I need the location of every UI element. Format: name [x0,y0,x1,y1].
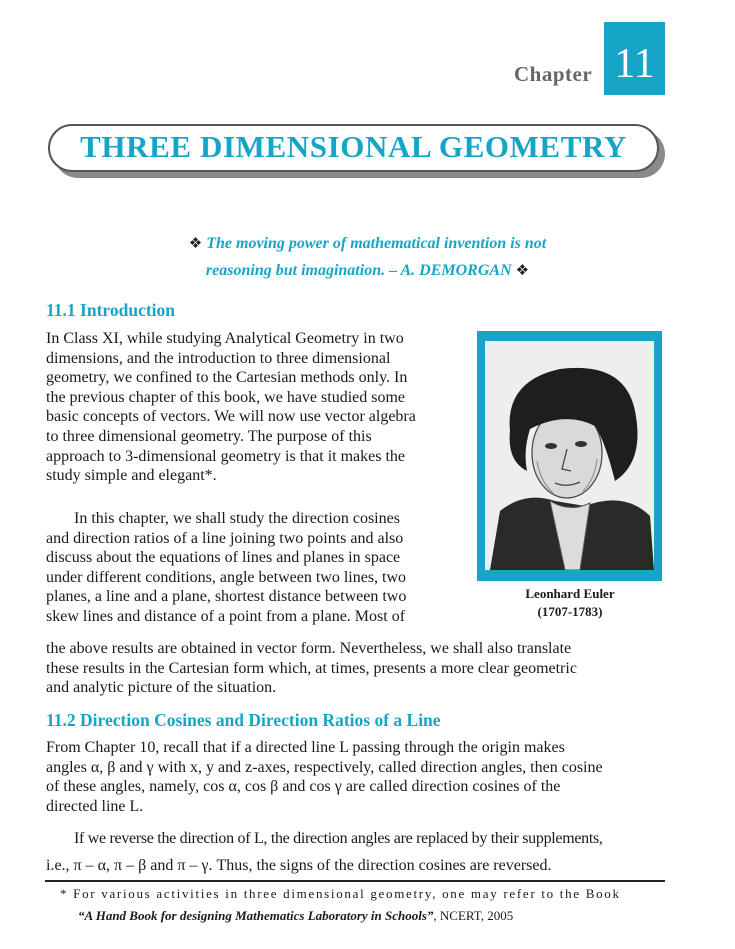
quote-bullet-icon: ❖ [188,234,203,252]
section-heading-introduction: 11.1 Introduction [46,300,176,320]
text-line: under different conditions, angle between two lines, two [46,568,407,586]
direction-cosines-paragraph [46,738,664,816]
footnote-rule [45,880,665,882]
portrait-caption [480,585,660,621]
text-line: If we reverse the direction of L, the direction angles are replaced by their supplements, [74,830,603,847]
text-line: discuss about the equations of lines and planes in space [46,549,401,567]
intro-paragraph-2-cont [46,639,664,698]
footnote-line-1: * For various activities in three dimensional geometry, one may refer to the Book [60,886,621,901]
text-line: planes, a line and a plane, shortest distance between two [46,588,407,606]
quote-line-1: The moving power of mathematical invention is not [206,235,547,252]
text-line: In Class XI, while studying Analytical Geometry in two [46,330,404,347]
footnote-line-2 [78,908,668,924]
text-line: the above results are obtained in vector form. Nevertheless, we shall also translate [46,640,572,657]
text-line: dimensions, and the introduction to three dimensional [46,349,391,367]
text-line: these results in the Cartesian form which, at times, presents a more clear geometric [46,659,577,677]
chapter-number: 11 [614,41,655,87]
text-line: i.e., π – α, π – β and π – γ. Thus, the signs of the direction cosines are reversed. [46,856,552,874]
text-line: study simple and elegant*. [46,467,217,485]
footnote-book-title: “A Hand Book for designing Mathematics Laboratory in Schools” [78,908,434,923]
quote-line-2: reasoning but imagination. – A. DEMORGAN [205,262,512,279]
text-line: From Chapter 10, recall that if a directed line L passing through the origin makes [46,739,565,756]
reverse-direction-paragraph [46,829,664,875]
chapter-title: THREE DIMENSIONAL GEOMETRY [80,129,627,164]
portrait-name: Leonhard Euler [525,586,615,601]
text-line: approach to 3-dimensional geometry is that it makes the [46,447,406,465]
text-line: angles α, β and γ with x, y and z-axes, respectively, called direction angles, then cosine [46,758,603,776]
epigraph-quote [120,230,615,284]
text-line: skew lines and distance of a point from a plane. Most of [46,607,406,625]
text-line: to three dimensional geometry. The purpose of this [46,427,372,445]
text-line: In this chapter, we shall study the direction cosines [74,510,400,527]
intro-paragraph-2 [46,509,458,627]
footnote-publisher: , NCERT, 2005 [433,908,514,923]
text-line: of these angles, namely, cos α, cos β and cos γ are called direction cosines of the [46,778,561,796]
text-line: and direction ratios of a line joining two points and also [46,529,404,547]
portrait-years: (1707-1783) [537,604,603,619]
text-line: geometry, we confined to the Cartesian methods only. In [46,369,408,387]
text-line: the previous chapter of this book, we have studied some [46,388,406,406]
text-line: directed line L. [46,797,144,815]
euler-portrait-drawing [485,341,654,570]
section-heading-direction-cosines: 11.2 Direction Cosines and Direction Ratios of a Line [46,710,441,730]
text-line: basic concepts of vectors. We will now use vector algebra [46,408,416,426]
euler-portrait [485,341,654,570]
chapter-label: Chapter [514,62,593,86]
text-line: and analytic picture of the situation. [46,679,277,697]
intro-paragraph-1 [46,329,458,486]
quote-bullet-icon: ❖ [515,261,530,279]
